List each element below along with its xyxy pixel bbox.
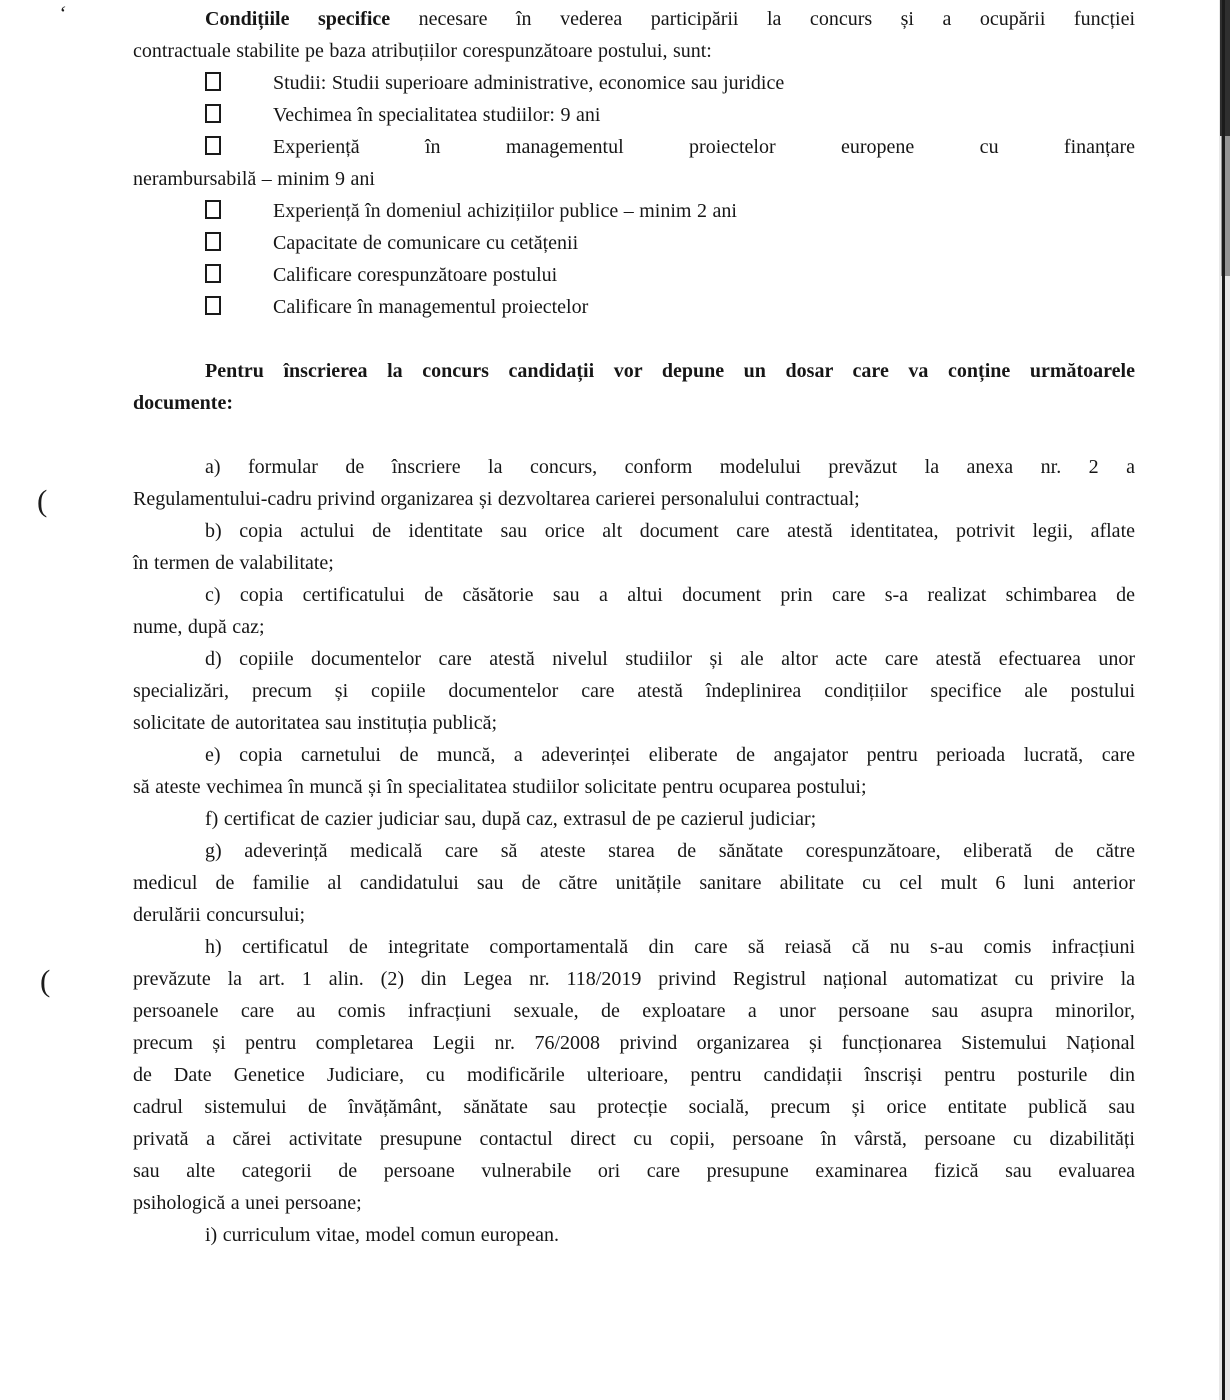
text-segment: în termen de valabilitate;: [133, 552, 334, 574]
text-line: [133, 1155, 1135, 1187]
requirement-experienta-management: [133, 131, 1135, 195]
text-line: [133, 451, 1135, 483]
text-line: [133, 1187, 1135, 1219]
text-line: [133, 707, 1135, 739]
text-segment: sau alte categorii de persoane vulnerabile ori care presupune examinarea fizică sau evaluarea: [133, 1160, 1135, 1182]
text-segment: e) copia carnetului de muncă, a adeverinței eliberate de angajator pentru perioada lucrată, care: [205, 744, 1135, 766]
requirement-studii: [133, 67, 1135, 99]
text-line: [133, 163, 1135, 195]
text-line: [133, 899, 1135, 931]
text-segment: precum și pentru completarea Legii nr. 76/2008 privind organizarea și funcționarea Sistemului Național: [133, 1032, 1135, 1054]
requirement-experienta-achizitii: [133, 195, 1135, 227]
text-segment: i) curriculum vitae, model comun european.: [205, 1224, 560, 1246]
text-segment: documente:: [133, 392, 233, 414]
margin-mark-apostrophe: ‘: [57, 0, 68, 26]
checkbox-icon: [205, 296, 221, 315]
text-segment: Regulamentului-cadru privind organizarea și dezvoltarea carierei personalului contractual;: [133, 488, 860, 510]
text-line: [133, 3, 1135, 35]
text-segment: nume, după caz;: [133, 616, 265, 638]
document-item-i: [133, 1219, 1135, 1251]
text-segment: Experiență în domeniul achizițiilor publice – minim 2 ani: [273, 200, 737, 222]
checkbox-icon: [205, 264, 221, 283]
dosar-heading: [133, 355, 1135, 419]
text-line: [133, 675, 1135, 707]
text-line: [133, 643, 1135, 675]
requirement-calificare-management: [133, 291, 1135, 323]
text-segment: b) copia actului de identitate sau orice alt document care atestă identitatea, potrivit legii, aflate: [205, 520, 1135, 542]
text-segment: Vechimea în specialitatea studiilor: 9 ani: [273, 104, 601, 126]
checkbox-icon: [205, 200, 221, 219]
text-line: [133, 35, 1135, 67]
document-item-e: [133, 739, 1135, 803]
text-line: [133, 387, 1135, 419]
text-line: [133, 867, 1135, 899]
text-segment: Calificare corespunzătoare postului: [273, 264, 558, 286]
text-line: [133, 1027, 1135, 1059]
checkbox-icon: [205, 136, 221, 155]
text-segment: nerambursabilă – minim 9 ani: [133, 168, 375, 190]
text-line: [133, 1219, 1135, 1251]
text-line: [133, 611, 1135, 643]
text-line: [133, 739, 1135, 771]
text-line: [133, 803, 1135, 835]
text-segment: d) copiile documentelor care atestă nivelul studiilor și ale altor acte care atestă efectuarea unor: [205, 648, 1135, 670]
document-item-g: [133, 835, 1135, 931]
text-segment: privată a cărei activitate presupune contactul direct cu copii, persoane în vârstă, persoane cu dizabilități: [133, 1128, 1135, 1150]
text-segment: prevăzute la art. 1 alin. (2) din Legea nr. 118/2019 privind Registrul național automatizat cu privire la: [133, 968, 1135, 990]
checkbox-icon: [205, 232, 221, 251]
text-line: [133, 547, 1135, 579]
text-line: [133, 579, 1135, 611]
text-segment: psihologică a unei persoane;: [133, 1192, 362, 1214]
margin-mark-paren-top: (: [37, 483, 48, 518]
document-item-b: [133, 515, 1135, 579]
text-segment: Capacitate de comunicare cu cetățenii: [273, 232, 579, 254]
text-segment: a) formular de înscriere la concurs, conform modelului prevăzut la anexa nr. 2 a: [205, 456, 1135, 478]
requirement-calificare-post: [133, 259, 1135, 291]
document-item-h: [133, 931, 1135, 1219]
text-line: [133, 771, 1135, 803]
text-segment: Calificare în managementul proiectelor: [273, 296, 589, 318]
text-segment: să ateste vechimea în muncă și în specialitatea studiilor solicitate pentru ocuparea postului;: [133, 776, 867, 798]
text-segment: medicul de familie al candidatului sau de către unitățile sanitare abilitate cu cel mult 6 luni anterior: [133, 872, 1135, 894]
text-segment: necesare în vederea participării la concurs și a ocupării funcției: [390, 8, 1136, 30]
text-segment: cadrul sistemului de învățământ, sănătate sau protecție socială, precum și orice entitate publică sau: [133, 1096, 1135, 1118]
text-segment: f) certificat de cazier judiciar sau, după caz, extrasul de pe cazierul judiciar;: [205, 808, 817, 830]
requirement-capacitate: [133, 227, 1135, 259]
text-segment: de Date Genetice Judiciare, cu modificările ulterioare, pentru candidații înscriși pentru posturile din: [133, 1064, 1135, 1086]
document-item-d: [133, 643, 1135, 739]
document-item-c: [133, 579, 1135, 643]
scan-edge-line: [1222, 0, 1225, 1400]
text-segment: contractuale stabilite pe baza atribuțiilor corespunzătoare postului, sunt:: [133, 40, 712, 62]
document-item-f: [133, 803, 1135, 835]
text-segment: Pentru înscrierea la concurs candidații vor depune un dosar care va conține următoarele: [205, 360, 1135, 382]
document-item-a: [133, 451, 1135, 515]
text-line: [133, 515, 1135, 547]
requirement-vechimea: [133, 99, 1135, 131]
text-line: [133, 291, 1135, 323]
text-line: [133, 995, 1135, 1027]
text-segment: derulării concursului;: [133, 904, 306, 926]
text-segment: c) copia certificatului de căsătorie sau a altui document prin care s-a realizat schimbarea de: [205, 584, 1135, 606]
text-segment: h) certificatul de integritate comportamentală din care să reiasă că nu s-au comis infracțiuni: [205, 936, 1135, 958]
text-line: [133, 835, 1135, 867]
text-line: [133, 99, 1135, 131]
text-line: [133, 963, 1135, 995]
text-line: [133, 131, 1135, 163]
checkbox-icon: [205, 72, 221, 91]
text-segment: Experiență în managementul proiectelor europene cu finanțare: [273, 136, 1135, 158]
text-segment: specializări, precum și copiile documentelor care atestă îndeplinirea condițiilor specifice ale postului: [133, 680, 1135, 702]
text-line: [133, 483, 1135, 515]
checkbox-icon: [205, 104, 221, 123]
text-segment: Condițiile specifice: [205, 8, 391, 30]
text-segment: persoanele care au comis infracțiuni sexuale, de exploatare a unor persoane sau asupra minorilor,: [133, 1000, 1135, 1022]
text-line: [133, 67, 1135, 99]
text-line: [133, 195, 1135, 227]
text-segment: Studii: Studii superioare administrative, economice sau juridice: [273, 72, 785, 94]
text-line: [133, 259, 1135, 291]
text-segment: solicitate de autoritatea sau instituția publică;: [133, 712, 498, 734]
text-line: [133, 355, 1135, 387]
margin-mark-paren-bottom: (: [40, 963, 51, 998]
text-line: [133, 227, 1135, 259]
text-segment: g) adeverință medicală care să ateste starea de sănătate corespunzătoare, eliberată de către: [205, 840, 1135, 862]
document-body: [133, 3, 1135, 1251]
text-line: [133, 1059, 1135, 1091]
intro-paragraph: [133, 3, 1135, 67]
text-line: [133, 1091, 1135, 1123]
text-line: [133, 1123, 1135, 1155]
text-line: [133, 931, 1135, 963]
